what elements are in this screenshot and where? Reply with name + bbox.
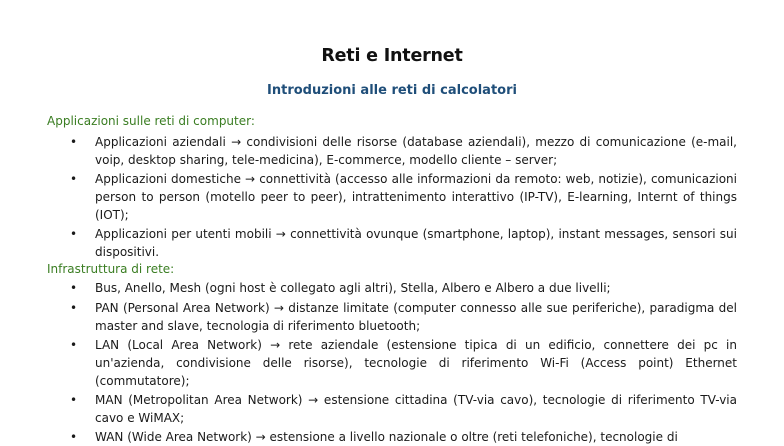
bullet-icon: • — [70, 227, 78, 241]
section-heading-applicazioni: Applicazioni sulle reti di computer: — [47, 114, 255, 128]
section-heading-infrastruttura: Infrastruttura di rete: — [47, 262, 175, 276]
bullet-icon: • — [70, 135, 78, 149]
bullet-icon: • — [70, 393, 78, 407]
list-item: Applicazioni per utenti mobili → connettività ovunque (smartphone, laptop), instant messages, sensori sui dispositivi. — [95, 227, 737, 259]
bullet-icon: • — [70, 430, 78, 444]
document-title: Reti e Internet — [321, 46, 463, 66]
list-item: PAN (Personal Area Network) → distanze limitate (computer connesso alle sue periferiche), paradigma del master and slave, tecnologia di riferimento bluetooth; — [95, 301, 737, 333]
bullet-icon: • — [70, 281, 78, 295]
bullet-icon: • — [70, 301, 78, 315]
list-item: Applicazioni aziendali → condivisioni delle risorse (database aziendali), mezzo di comunicazione (e-mail, voip, desktop sharing, tele-medicina), E-commerce, modello cliente – server; — [95, 135, 737, 167]
list-item: WAN (Wide Area Network) → estensione a livello nazionale o oltre (reti telefoniche), tecnologie di — [95, 430, 678, 444]
list-item: Applicazioni domestiche → connettività (accesso alle informazioni da remoto: web, notizie), comunicazioni person to person (motello peer to peer), intrattenimento interattivo (IP-TV), E-learning, Internt of things (IOT); — [95, 172, 737, 222]
list-item: MAN (Metropolitan Area Network) → estensione cittadina (TV-via cavo), tecnologie di riferimento TV-via cavo e WiMAX; — [95, 393, 737, 425]
list-item: LAN (Local Area Network) → rete aziendale (estensione tipica di un edificio, connettere dei pc in un'azienda, condivisione delle risorse), tecnologie di riferimento Wi-Fi (Access point) Ethernet (commutatore); — [95, 338, 737, 388]
document-subtitle: Introduzioni alle reti di calcolatori — [267, 83, 517, 98]
bullet-icon: • — [70, 172, 78, 186]
list-item: Bus, Anello, Mesh (ogni host è collegato agli altri), Stella, Albero e Albero a due livelli; — [95, 281, 611, 295]
bullet-icon: • — [70, 338, 78, 352]
